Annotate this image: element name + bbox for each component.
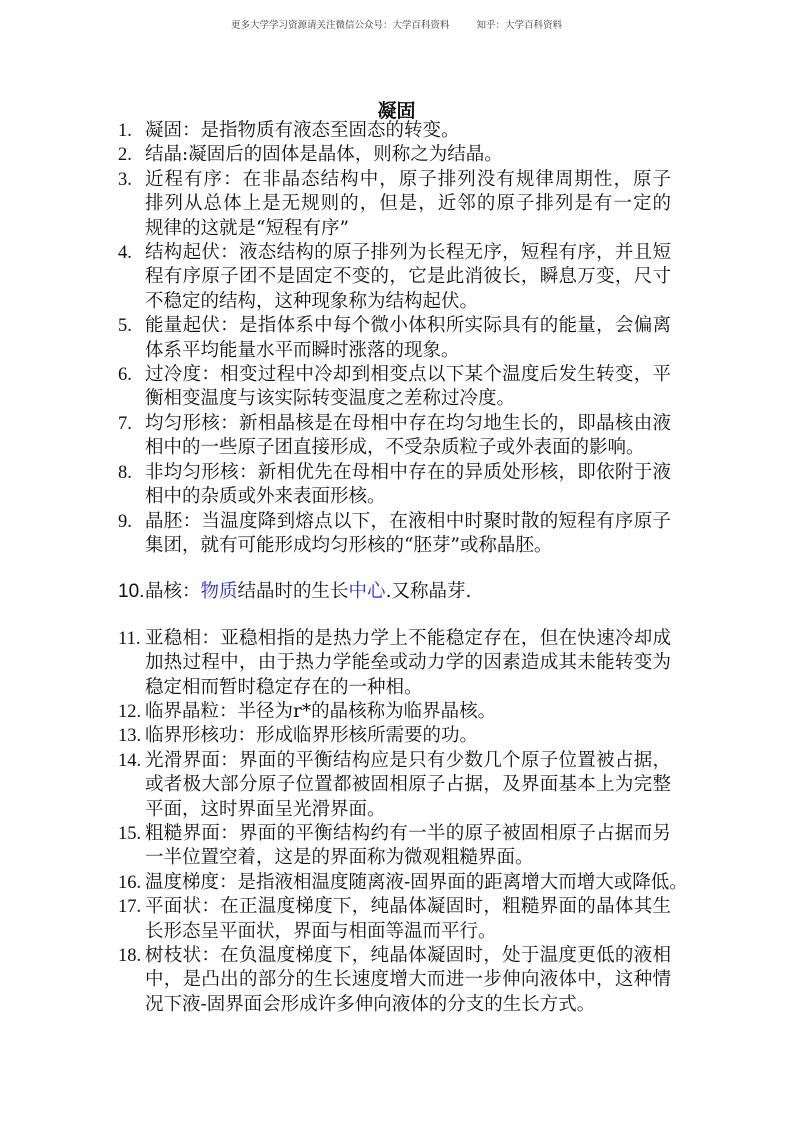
list-item: [118, 461, 671, 510]
item-number: 8.: [118, 462, 132, 483]
list-item: [118, 822, 671, 871]
item-text-line: 加热过程中，由于热力学能垒或动力学的因素造成其未能转变为: [145, 652, 671, 674]
definition-list: [118, 119, 688, 1017]
list-item: [118, 168, 671, 241]
list-item: [118, 895, 671, 944]
item-number: 1.: [118, 121, 132, 141]
item-text-line: 相中的一些原子团直接形成，不受杂质粒子或外表面的影响。: [145, 437, 645, 459]
item-number: 5.: [118, 316, 132, 337]
item-text-line: 况下液-固界面会形成许多伸向液体的分支的生长方式。: [145, 993, 596, 1015]
item-text-line: 集团，就有可能形成均匀形核的“胚芽”或称晶胚。: [145, 534, 553, 556]
item-text-line: 相中的杂质或外来表面形核。: [145, 486, 386, 508]
item-number: 3.: [118, 169, 132, 190]
list-item: [118, 119, 671, 143]
list-item: [118, 700, 671, 724]
item-text-line: 均匀形核：新相晶核是在母相中存在均匀地生长的，即晶核由液: [145, 412, 671, 434]
item-text-line: 粗糙界面：界面的平衡结构约有一半的原子被固相原子占据而另: [145, 822, 671, 844]
list-item: [118, 143, 671, 167]
item-text-line: 亚稳相：亚稳相指的是热力学上不能稳定存在，但在快速冷却成: [145, 627, 671, 649]
item-number: 13.: [118, 726, 142, 747]
item-number: 2.: [118, 145, 132, 166]
item-number: 14.: [118, 750, 142, 771]
header-right: 知乎：大学百科资料: [476, 20, 563, 31]
item-text-line: 中，是凸出的部分的生长速度增大而进一步伸向液体中，这种情: [145, 969, 671, 991]
item-text-line: 规律的这就是“短程有序”: [145, 217, 349, 239]
page-header: [0, 17, 793, 31]
item-text: .又称晶芽.: [385, 581, 472, 603]
item-text-line: 能量起伏：是指体系中每个微小体积所实际具有的能量，会偏离: [145, 315, 671, 337]
item-number: 17.: [118, 897, 142, 918]
page-title: 凝固: [377, 100, 416, 122]
list-item: [118, 871, 688, 895]
item-text: 结晶时的生长: [237, 581, 349, 603]
list-item: [118, 580, 671, 604]
list-item: [118, 944, 671, 1017]
item-text-line: 非均匀形核：新相优先在母相中存在的异质处形核，即依附于液: [145, 461, 671, 483]
item-text-line: 近程有序：在非晶态结构中，原子排列没有规律周期性，原子: [145, 168, 671, 190]
list-item: [118, 314, 671, 363]
item-text-line: 温度梯度：是指液相温度随离液-固界面的距离增大而增大或降低。: [145, 871, 688, 893]
item-text-line: 体系平均能量水平而瞬时涨落的现象。: [145, 339, 460, 361]
item-number: 9.: [118, 511, 132, 532]
item-text-line: 排列从总体上是无规则的，但是，近邻的原子排列是有一定的: [145, 193, 671, 215]
item-number: 18.: [118, 946, 142, 966]
item-text-line: 树枝状：在负温度梯度下，纯晶体凝固时，处于温度更低的液相: [145, 945, 671, 966]
list-item: [118, 724, 671, 748]
link-wuzhi[interactable]: 物质: [200, 581, 238, 603]
header-left: 更多大学学习资源请关注微信公众号：大学百科资料: [230, 20, 450, 31]
item-text-line: 衡相变温度与该实际转变温度之差称过冷度。: [145, 388, 516, 410]
item-text-line: 光滑界面：界面的平衡结构应是只有少数几个原子位置被占据，: [145, 749, 671, 771]
item-text-line: 结构起伏：液态结构的原子排列为长程无序，短程有序，并且短: [145, 242, 671, 264]
list-item: [118, 241, 671, 314]
item-number: 4.: [118, 243, 132, 264]
item-text-line: 结晶:凝固后的固体是晶体，则称之为结晶。: [145, 144, 503, 166]
list-item: [118, 627, 671, 700]
item-number: 12.: [118, 701, 142, 722]
item-number: 7.: [118, 413, 132, 434]
item-text-line: 晶胚：当温度降到熔点以下，在液相中时聚时散的短程有序原子: [145, 510, 671, 532]
list-item: [118, 412, 671, 461]
list-item: [118, 363, 671, 412]
item-number: 10.: [118, 581, 145, 603]
item-text-line: 长形态呈平面状，界面与相面等温而平行。: [145, 920, 497, 942]
list-item: [118, 749, 671, 822]
item-text-line: 过冷度：相变过程中冷却到相变点以下某个温度后发生转变，平: [145, 364, 671, 386]
item-text-line: 一半位置空着，这是的界面称为微观粗糙界面。: [145, 847, 534, 869]
list-item: [118, 510, 671, 559]
link-zhongxin[interactable]: 中心: [348, 581, 386, 603]
item-text-line: 程有序原子团不是固定不变的，它是此消彼长，瞬息万变，尺寸: [145, 266, 671, 288]
item-text-line: 不稳定的结构，这种现象称为结构起伏。: [145, 290, 479, 312]
item-text-line: 临界晶粒：半径为r*的晶核称为临界晶核。: [145, 700, 497, 722]
item-text: 晶核：: [145, 581, 201, 603]
item-text-line: 或者极大部分原子位置都被固相原子占据，及界面基本上为完整: [145, 774, 671, 796]
item-number: 16.: [118, 872, 142, 893]
item-text-line: 平面状：在正温度梯度下，纯晶体凝固时，粗糙界面的晶体其生: [145, 896, 671, 918]
item-number: 6.: [118, 365, 132, 386]
item-text-line: 临界形核功：形成临界形核所需要的功。: [145, 725, 479, 747]
item-text-line: 稳定相而暂时稳定存在的一种相。: [145, 676, 423, 698]
item-number: 11.: [118, 628, 141, 649]
item-text-line: 凝固：是指物质有液态至固态的转变。: [145, 120, 460, 141]
item-text-line: 平面，这时界面呈光滑界面。: [145, 798, 386, 820]
item-number: 15.: [118, 823, 142, 844]
